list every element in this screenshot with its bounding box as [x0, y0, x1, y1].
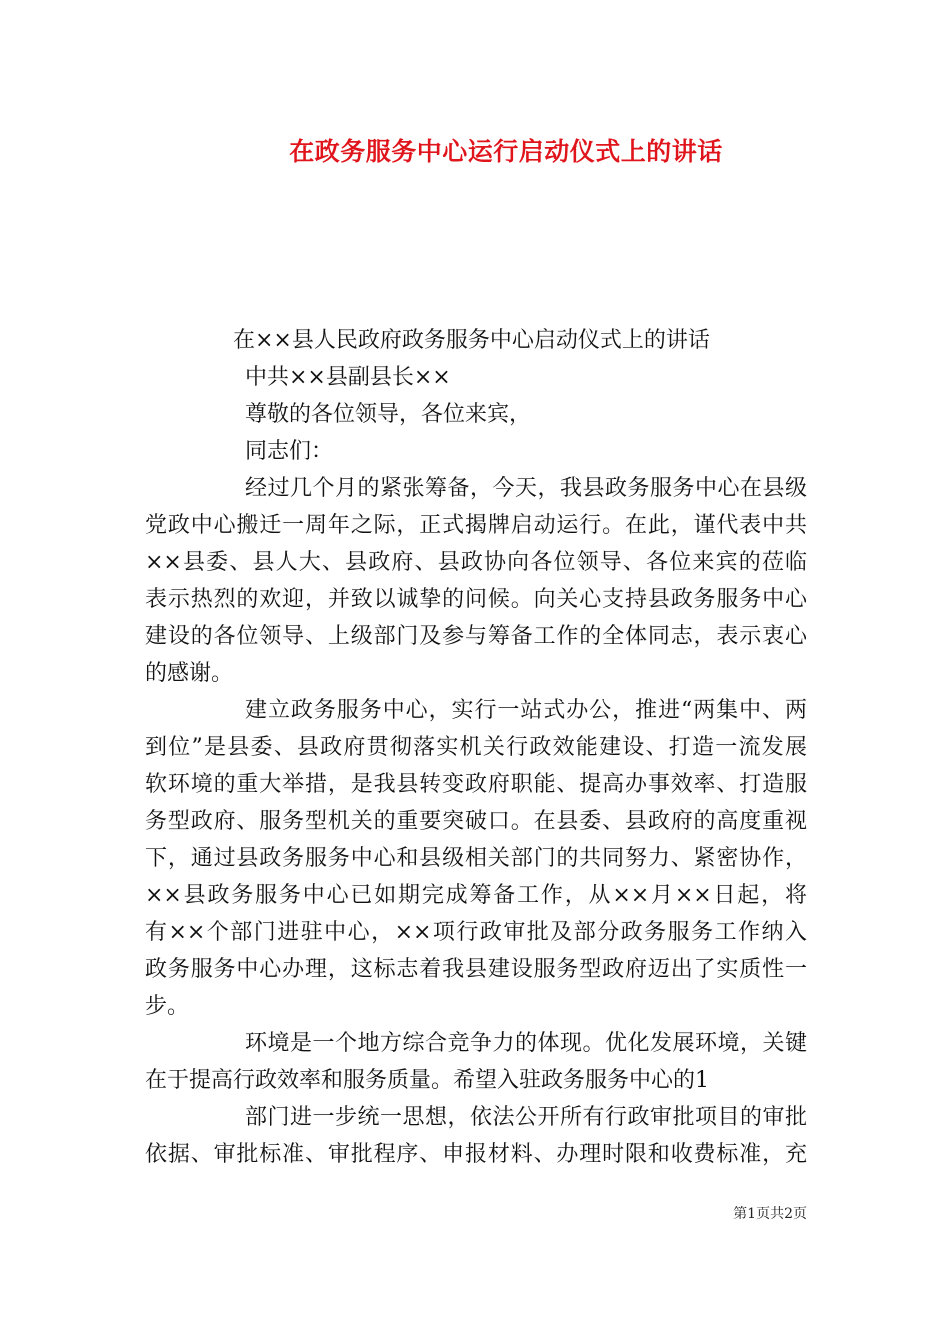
document-title: 在政务服务中心运行启动仪式上的讲话	[289, 137, 723, 166]
paragraph-line: 步。	[145, 994, 190, 1019]
paragraph-line: 党政中心搬迁一周年之际，正式揭牌启动运行。在此，谨代表中共	[145, 513, 807, 538]
paragraph-line: 政务服务中心办理，这标志着我县建设服务型政府迈出了实质性一	[145, 957, 807, 982]
paragraph-4	[145, 1099, 807, 1173]
paragraph-2	[145, 692, 807, 1025]
paragraph-3	[145, 1025, 807, 1099]
paragraph-line: 建设的各位领导、上级部门及参与筹备工作的全体同志，表示衷心	[145, 624, 807, 649]
paragraph-line: 的感谢。	[145, 661, 234, 686]
paragraph-line: 在于提高行政效率和服务质量。希望入驻政务服务中心的1	[145, 1068, 709, 1093]
paragraph-line: ××县委、县人大、县政府、县政协向各位领导、各位来宾的莅临	[145, 550, 807, 575]
paragraph-line: 有××个部门进驻中心，××项行政审批及部分政务服务工作纳入	[145, 920, 807, 945]
paragraph-line: ××县政务服务中心已如期完成筹备工作，从××月××日起，将	[145, 883, 807, 908]
paragraph-line: 务型政府、服务型机关的重要突破口。在县委、县政府的高度重视	[145, 809, 807, 834]
salutation-line-2: 同志们：	[245, 439, 334, 464]
salutation-line-1: 尊敬的各位领导，各位来宾，	[245, 402, 532, 427]
paragraph-line: 经过几个月的紧张筹备，今天，我县政务服务中心在县级	[245, 476, 807, 501]
paragraph-line: 表示热烈的欢迎，并致以诚挚的问候。向关心支持县政务服务中心	[145, 587, 807, 612]
paragraph-line: 环境是一个地方综合竞争力的体现。优化发展环境，关键	[245, 1031, 807, 1056]
paragraph-line: 到位”是县委、县政府贯彻落实机关行政效能建设、打造一流发展	[145, 735, 807, 760]
paragraph-line: 建立政务服务中心，实行一站式办公，推进“两集中、两	[245, 698, 807, 723]
paragraph-line: 依据、审批标准、审批程序、申报材料、办理时限和收费标准，充	[145, 1142, 807, 1167]
speech-subtitle: 在××县人民政府政务服务中心启动仪式上的讲话	[233, 328, 710, 353]
speaker-line: 中共××县副县长××	[245, 365, 451, 390]
paragraph-line: 下，通过县政务服务中心和县级相关部门的共同努力、紧密协作，	[145, 846, 807, 871]
paragraph-1	[145, 470, 807, 692]
paragraph-line: 软环境的重大举措，是我县转变政府职能、提高办事效率、打造服	[145, 772, 807, 797]
document-body	[145, 322, 807, 1173]
paragraph-line: 部门进一步统一思想，依法公开所有行政审批项目的审批	[245, 1105, 807, 1130]
page-number: 第1页共2页	[733, 1206, 807, 1222]
